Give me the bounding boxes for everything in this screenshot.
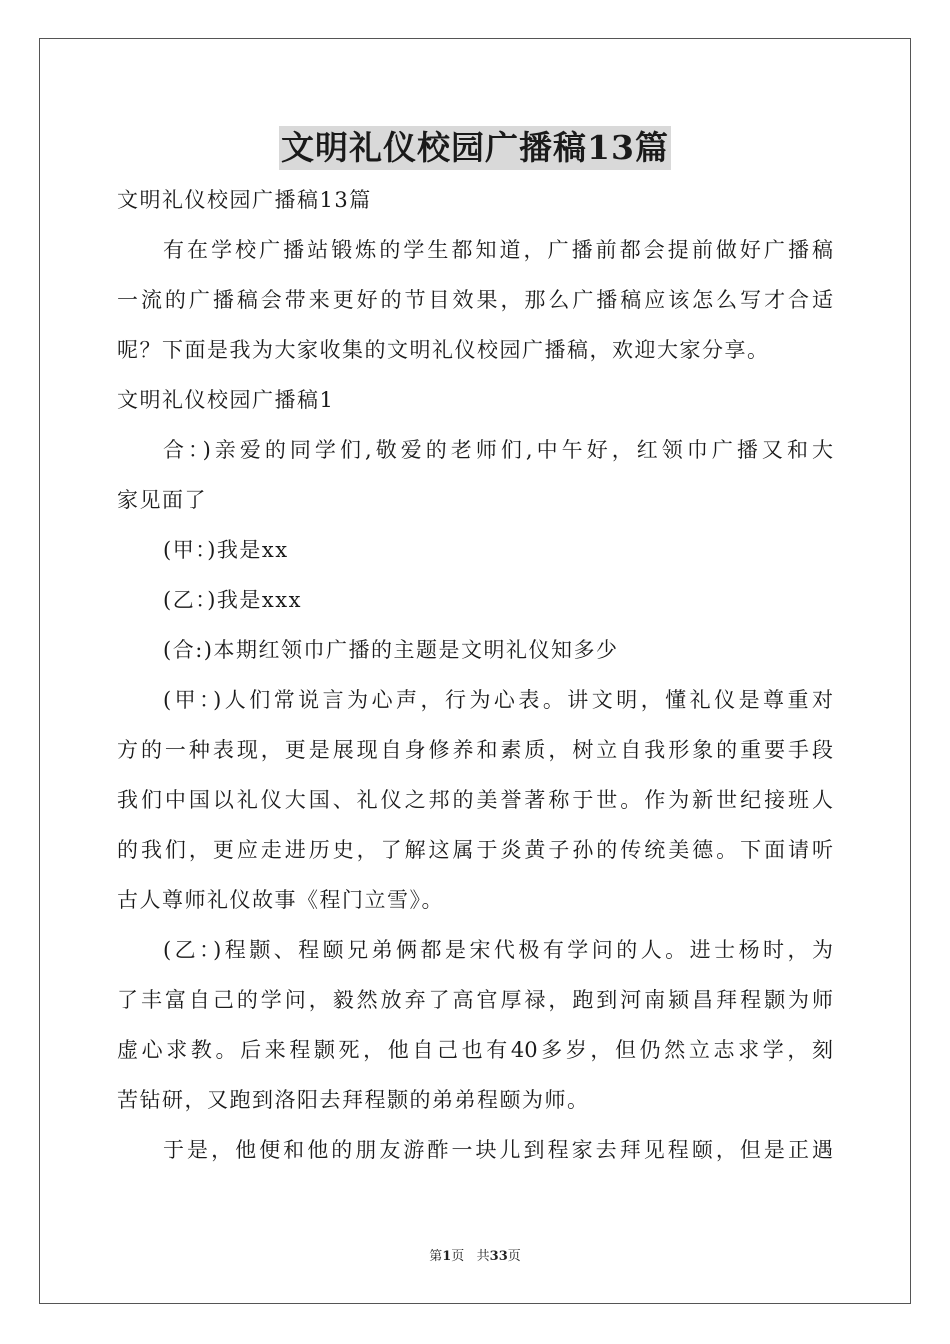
- paragraph-line: 的我们，更应走进历史，了解这属于炎黄子孙的传统美德。下面请听: [117, 838, 833, 862]
- paragraph-line: 呢？下面是我为大家收集的文明礼仪校园广播稿，欢迎大家分享。: [117, 338, 770, 362]
- footer-page-prefix: 第: [429, 1249, 443, 1264]
- paragraph-line: 虚心求教。后来程颢死，他自己也有40多岁，但仍然立志求学，刻: [117, 1038, 833, 1062]
- paragraph-line: (乙：)程颢、程颐兄弟俩都是宋代极有学问的人。进士杨时，为: [163, 938, 833, 962]
- page-border: [39, 38, 911, 1304]
- footer-page-total: 33: [489, 1249, 508, 1264]
- paragraph-line: 苦钻研，又跑到洛阳去拜程颢的弟弟程颐为师。: [117, 1088, 590, 1112]
- paragraph-line: (甲：)我是xx: [163, 538, 289, 562]
- footer-page-mid: 页 共: [451, 1249, 490, 1264]
- paragraph-line: 一流的广播稿会带来更好的节目效果，那么广播稿应该怎么写才合适: [117, 288, 833, 312]
- paragraph-line: 合：)亲爱的同学们,敬爱的老师们,中午好，红领巾广播又和大: [163, 438, 833, 462]
- paragraph-line: 于是，他便和他的朋友游酢一块儿到程家去拜见程颐，但是正遇: [163, 1138, 833, 1162]
- document-title: 文明礼仪校园广播稿13篇: [279, 126, 671, 170]
- paragraph-line: 有在学校广播站锻炼的学生都知道，广播前都会提前做好广播稿: [163, 238, 833, 262]
- footer-page-current: 1: [442, 1249, 452, 1264]
- paragraph-line: 我们中国以礼仪大国、礼仪之邦的美誉著称于世。作为新世纪接班人: [117, 788, 833, 812]
- title-container: [0, 126, 950, 170]
- paragraph-line: (乙：)我是xxx: [163, 588, 302, 612]
- paragraph-line: (甲：)人们常说言为心声，行为心表。讲文明，懂礼仪是尊重对: [163, 688, 833, 712]
- section-heading: 文明礼仪校园广播稿1: [117, 388, 335, 412]
- subtitle-line: 文明礼仪校园广播稿13篇: [117, 188, 372, 212]
- paragraph-line: (合:)本期红领巾广播的主题是文明礼仪知多少: [163, 638, 619, 662]
- paragraph-line: 了丰富自己的学问，毅然放弃了高官厚禄，跑到河南颍昌拜程颢为师: [117, 988, 833, 1012]
- paragraph-line: 方的一种表现，更是展现自身修养和素质，树立自我形象的重要手段: [117, 738, 833, 762]
- paragraph-line: 古人尊师礼仪故事《程门立雪》。: [117, 888, 444, 912]
- footer-page-suffix: 页: [507, 1249, 521, 1264]
- paragraph-line: 家见面了: [117, 488, 207, 512]
- page-footer: [0, 1248, 950, 1266]
